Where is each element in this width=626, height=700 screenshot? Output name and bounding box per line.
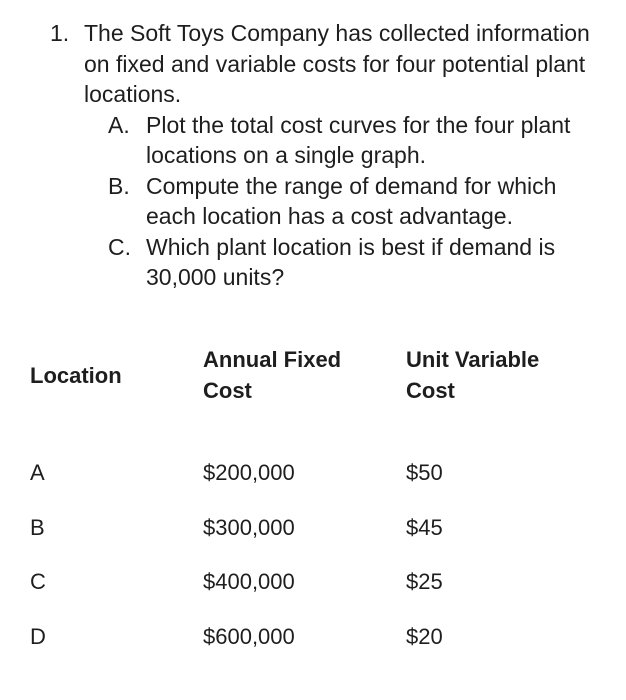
header-line: Cost <box>203 378 252 403</box>
part-letter: C. <box>108 233 131 260</box>
cell-variable-cost: $20 <box>406 624 443 649</box>
part-text: Which plant location is best if demand is 30,000 units? <box>146 233 556 290</box>
header-location: Location <box>30 363 122 388</box>
part-letter: B. <box>108 172 130 199</box>
cell-variable-cost: $25 <box>406 569 443 594</box>
part-letter: A. <box>108 111 130 138</box>
part-text: Plot the total cost curves for the four plant locations on a single graph. <box>146 111 571 168</box>
cell-fixed-cost: $300,000 <box>203 515 295 540</box>
cell-fixed-cost: $600,000 <box>203 624 295 649</box>
table-row <box>0 620 626 654</box>
header-line: Unit Variable <box>406 347 540 372</box>
cell-variable-cost: $45 <box>406 515 443 540</box>
cell-location: A <box>30 460 45 485</box>
cell-variable-cost: $50 <box>406 460 443 485</box>
cell-fixed-cost: $200,000 <box>203 460 295 485</box>
table-row <box>0 456 626 490</box>
question-part-b <box>0 171 596 232</box>
cell-location: B <box>30 515 45 540</box>
header-line: Cost <box>406 378 455 403</box>
question-number: 1. <box>50 20 70 46</box>
question-part-c <box>0 232 596 293</box>
question-block <box>0 18 626 293</box>
cell-location: D <box>30 624 46 649</box>
header-line: Annual Fixed <box>203 347 342 372</box>
question-intro-text: The Soft Toys Company has collected information on fixed and variable costs for four potential plant locations. <box>84 20 590 107</box>
question-intro <box>0 18 604 110</box>
part-text: Compute the range of demand for which each location has a cost advantage. <box>146 172 557 229</box>
header-annual-fixed-cost <box>203 344 383 406</box>
cell-location: C <box>30 569 46 594</box>
table-row <box>0 511 626 545</box>
table-row <box>0 565 626 599</box>
question-part-a <box>0 110 591 171</box>
header-unit-variable-cost <box>406 344 586 406</box>
cell-fixed-cost: $400,000 <box>203 569 295 594</box>
